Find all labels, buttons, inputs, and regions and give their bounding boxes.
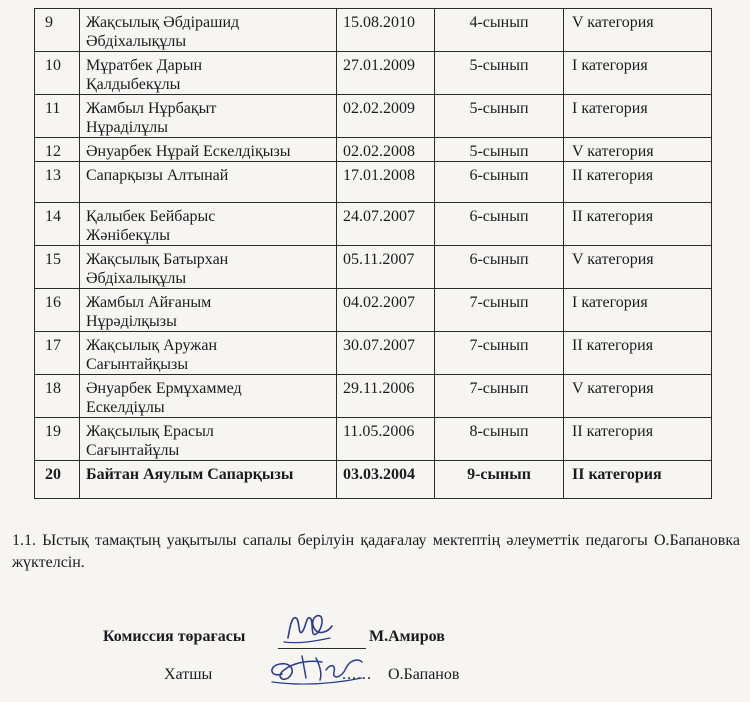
grade-cell: 6-сынып [435,203,564,246]
student-name-line2: Әбдіхалықұлы [86,33,187,50]
birth-date: 27.01.2009 [337,52,435,95]
table-row [35,246,712,289]
row-number: 12 [35,138,80,162]
grade-cell: 7-сынып [435,289,564,332]
secretary-name: О.Бапанов [388,666,460,683]
student-name-line2: Қалдыбекұлы [86,76,181,93]
birth-date: 04.02.2007 [337,289,435,332]
chair-name: М.Амиров [369,628,445,645]
chair-signature-row [103,628,445,646]
row-number: 16 [35,289,80,332]
grade-cell: 8-сынып [435,418,564,461]
secretary-signature-row [164,666,460,684]
grade-cell: 9-сынып [435,461,564,499]
secretary-handwritten-signature [262,648,372,690]
student-name-line1: Мұратбек Дарын [86,57,203,74]
chair-handwritten-signature [280,608,340,648]
row-number: 9 [35,9,80,52]
birth-date: 11.05.2006 [337,418,435,461]
student-name-line1: Сапарқызы Алтынай [86,167,229,184]
birth-date: 30.07.2007 [337,332,435,375]
student-name [80,246,337,289]
student-name-line1: Жақсылық Аружан [86,337,218,354]
table-row [35,332,712,375]
category-cell: V категория [564,9,712,52]
grade-cell: 4-сынып [435,9,564,52]
grade-cell: 7-сынып [435,332,564,375]
student-name-line2: Ескелдіұлы [86,399,165,416]
table-row [35,52,712,95]
student-name-line1: Жамбыл Айғаным [86,294,212,311]
row-number: 15 [35,246,80,289]
student-name [80,332,337,375]
student-name-line2: Әбдіхалықұлы [86,270,187,287]
table-row [35,461,712,499]
grade-cell: 5-сынып [435,138,564,162]
student-name-line1: Байтан Аяулым Сапарқызы [86,466,294,483]
table-row [35,418,712,461]
student-name-line1: Әнуарбек Ермұхаммед [86,380,242,397]
secretary-label: Хатшы [164,666,213,683]
category-cell: II категория [564,418,712,461]
table-row [35,138,712,162]
birth-date: 24.07.2007 [337,203,435,246]
grade-cell: 5-сынып [435,95,564,138]
instruction-paragraph: 1.1. Ыстық тамақтың уақытылы сапалы берілуін қадағалау мектептің әлеуметтік педагогы О.Бапановка жүктелсін. [12,532,740,571]
student-name [80,203,337,246]
student-name-line1: Жақсылық Әбдірашид [86,14,240,31]
birth-date: 02.02.2008 [337,138,435,162]
student-name-line2: Сағынтайқызы [86,356,189,373]
grade-cell: 6-сынып [435,246,564,289]
table-row [35,95,712,138]
table-row [35,289,712,332]
row-number: 11 [35,95,80,138]
student-name-line2: Жәнібекұлы [86,227,170,244]
student-name [80,162,337,203]
student-name [80,418,337,461]
secretary-dots: ...... [342,666,372,683]
row-number: 20 [35,461,80,499]
category-cell: I категория [564,52,712,95]
row-number: 10 [35,52,80,95]
student-name-line2: Нұраділұлы [86,119,168,136]
student-name [80,52,337,95]
row-number: 13 [35,162,80,203]
student-name [80,138,337,162]
table-row [35,162,712,203]
category-cell: II категория [564,203,712,246]
students-table [34,8,712,499]
category-cell: V категория [564,246,712,289]
category-cell: V категория [564,375,712,418]
category-cell: II категория [564,162,712,203]
student-name-line1: Жақсылық Ерасыл [86,423,214,440]
chair-label: Комиссия төрағасы [103,628,246,645]
birth-date: 29.11.2006 [337,375,435,418]
student-name [80,375,337,418]
row-number: 19 [35,418,80,461]
student-name [80,289,337,332]
birth-date: 17.01.2008 [337,162,435,203]
student-name-line2: Сағынтайұлы [86,442,180,459]
row-number: 18 [35,375,80,418]
student-name-line1: Қалыбек Бейбарыс [86,208,216,225]
birth-date: 03.03.2004 [337,461,435,499]
student-name-line1: Жақсылық Батырхан [86,251,229,268]
birth-date: 02.02.2009 [337,95,435,138]
category-cell: II категория [564,332,712,375]
birth-date: 15.08.2010 [337,9,435,52]
table-row [35,375,712,418]
student-name [80,95,337,138]
grade-cell: 7-сынып [435,375,564,418]
grade-cell: 5-сынып [435,52,564,95]
student-name-line1: Жамбыл Нұрбақыт [86,100,217,117]
student-name [80,461,337,499]
category-cell: V категория [564,138,712,162]
student-name-line1: Әнуарбек Нұрай Ескелдіқызы [86,143,291,160]
table-row [35,9,712,52]
table-row [35,203,712,246]
grade-cell: 6-сынып [435,162,564,203]
category-cell: II категория [564,461,712,499]
row-number: 17 [35,332,80,375]
birth-date: 05.11.2007 [337,246,435,289]
student-name [80,9,337,52]
category-cell: I категория [564,95,712,138]
category-cell: I категория [564,289,712,332]
student-name-line2: Нұрәділқызы [86,313,177,330]
row-number: 14 [35,203,80,246]
